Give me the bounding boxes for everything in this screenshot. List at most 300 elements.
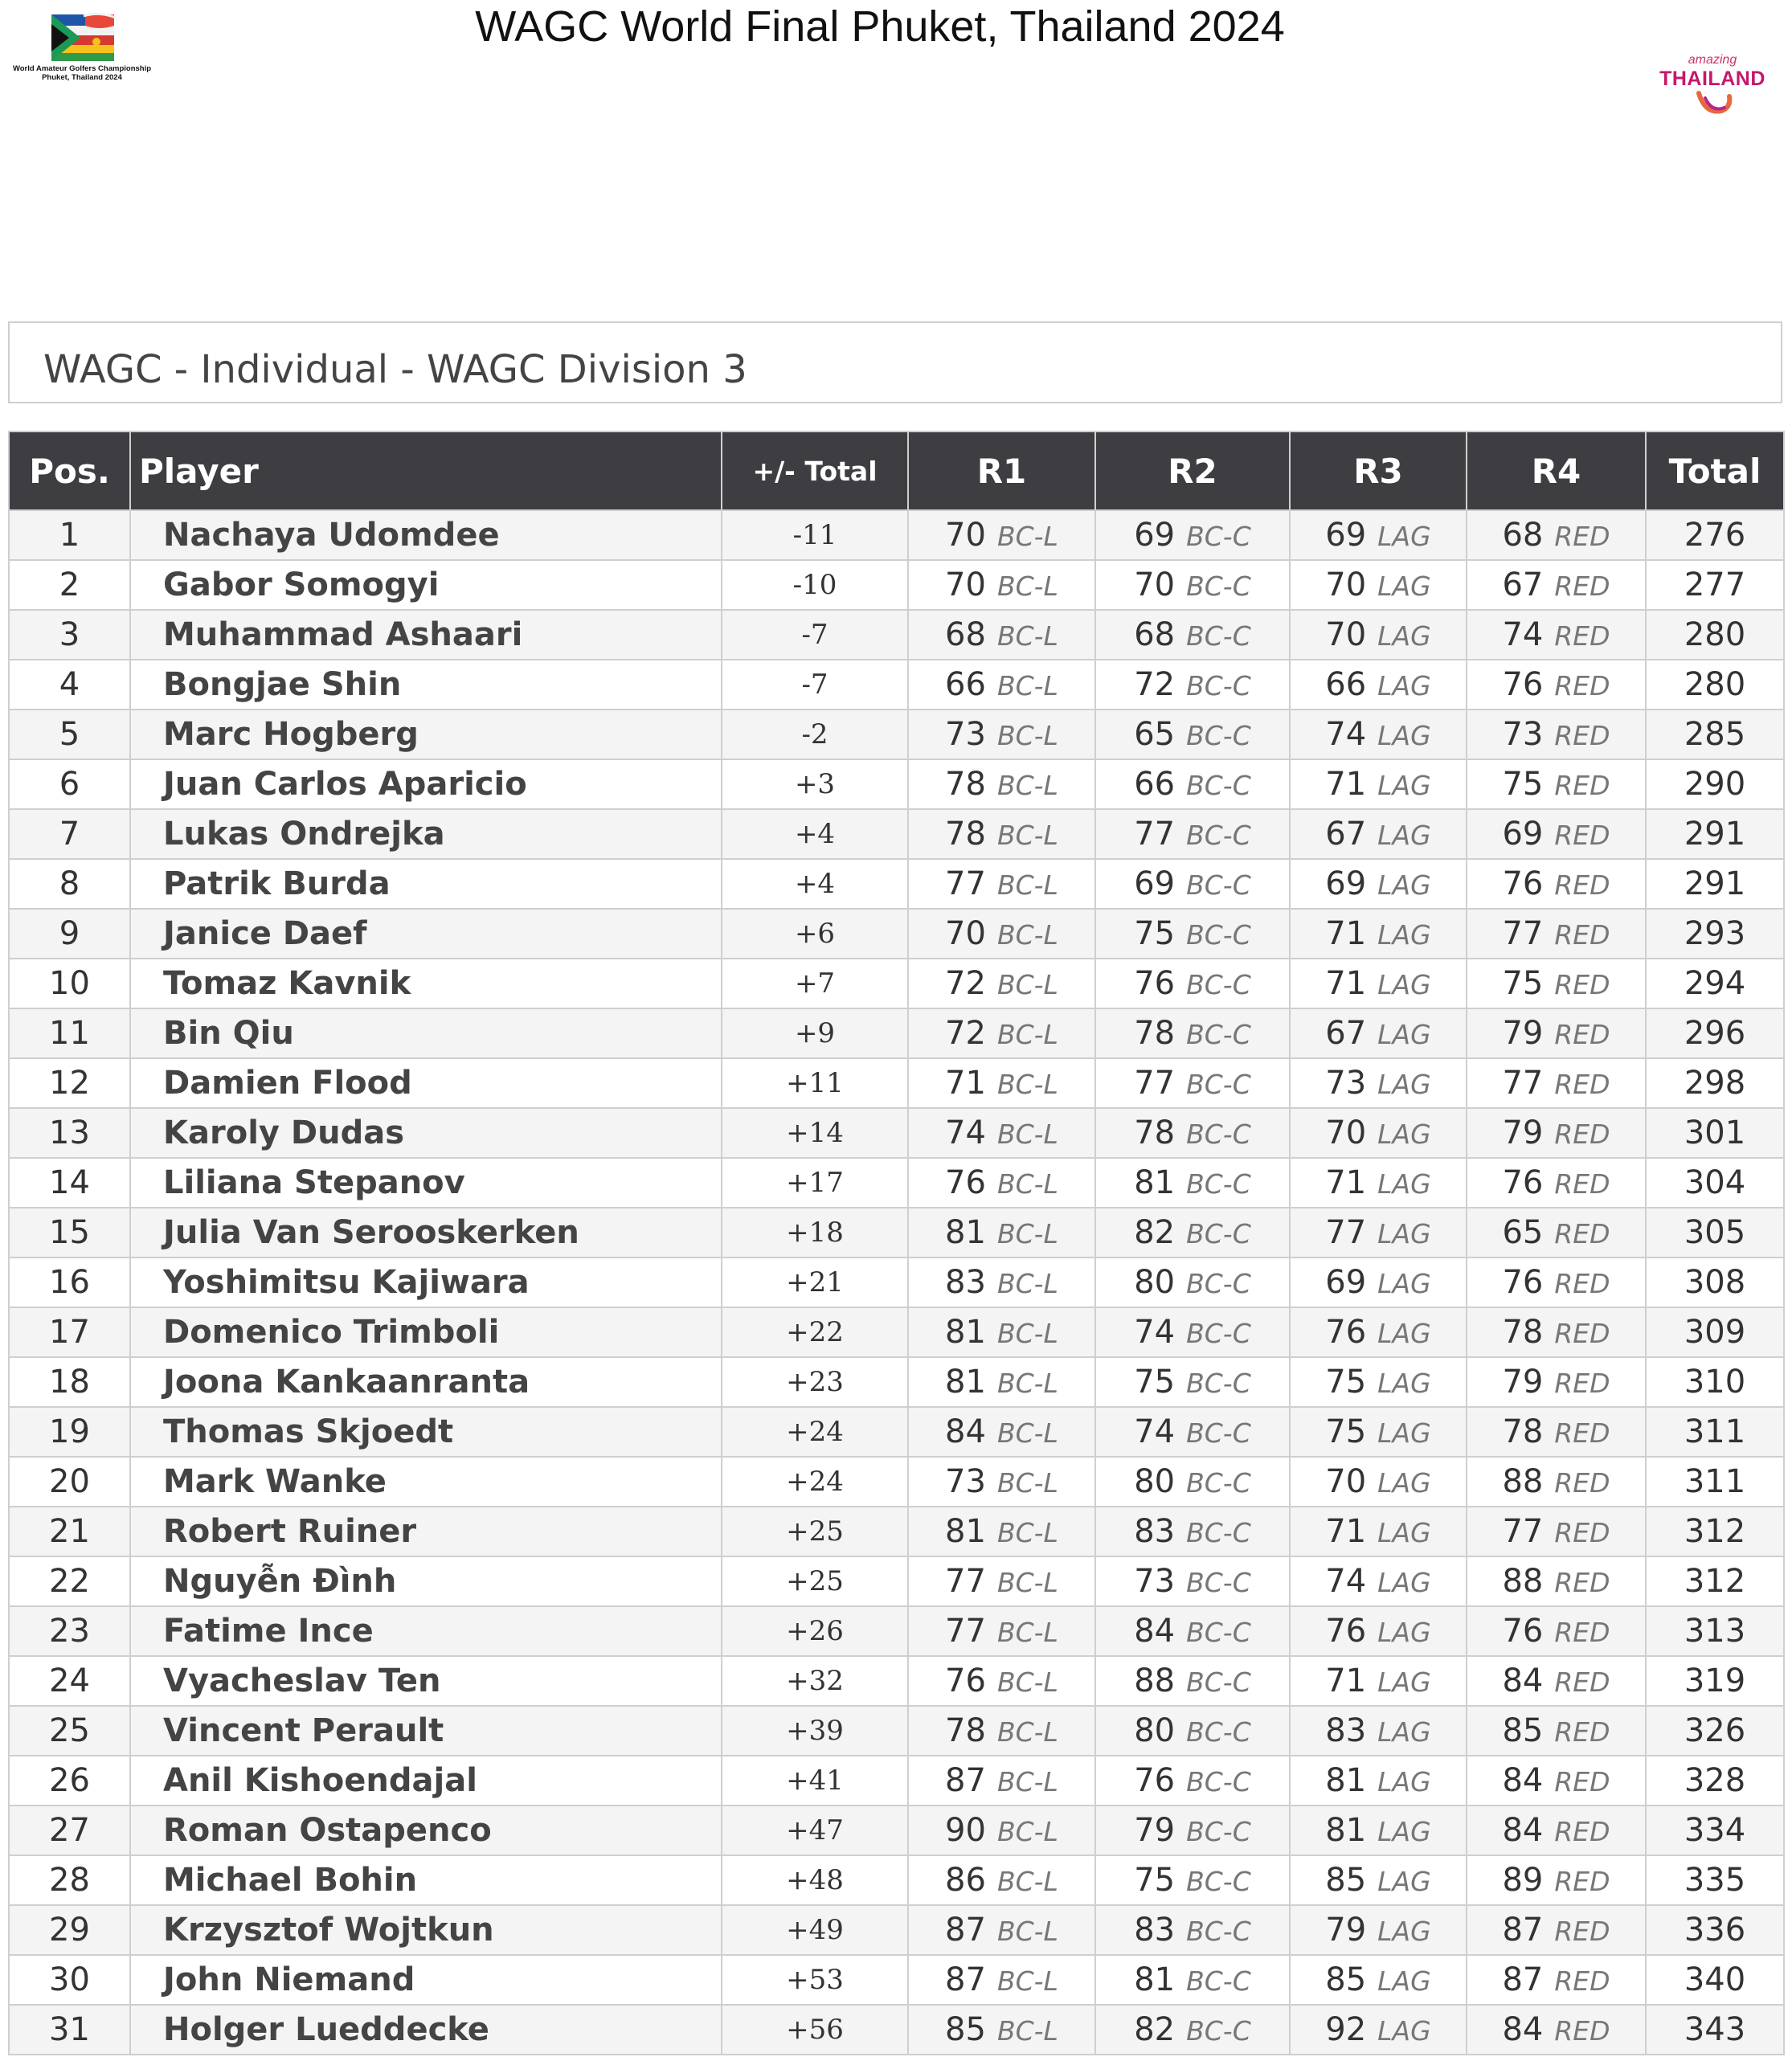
round-4-score: 87 <box>1502 1912 1544 1949</box>
position-cell: 5 <box>9 710 130 759</box>
round-1-course: BC-L <box>996 1368 1058 1399</box>
round-1-course: BC-L <box>996 1866 1058 1897</box>
round-2-cell <box>1095 1307 1290 1357</box>
table-row[interactable] <box>9 1357 1784 1407</box>
player-name-link[interactable]: Nachaya Udomdee <box>130 510 722 560</box>
score-to-par-cell: -7 <box>722 610 908 660</box>
score-to-par-cell: +6 <box>722 909 908 959</box>
round-3-course: LAG <box>1377 1417 1431 1449</box>
player-name-link[interactable]: Patrik Burda <box>130 859 722 909</box>
round-4-cell <box>1467 660 1646 710</box>
round-2-course: BC-C <box>1186 820 1251 851</box>
round-3-cell <box>1290 1556 1467 1606</box>
round-4-cell <box>1467 1307 1646 1357</box>
round-3-score: 77 <box>1325 1214 1367 1251</box>
player-name-link[interactable]: Karoly Dudas <box>130 1108 722 1158</box>
round-3-score: 67 <box>1325 1015 1367 1052</box>
round-4-cell <box>1467 1556 1646 1606</box>
round-2-cell <box>1095 1158 1290 1208</box>
round-2-course: BC-C <box>1186 1318 1251 1349</box>
round-2-course: BC-C <box>1186 670 1251 701</box>
wagc-flag-logo-icon <box>3 6 161 64</box>
total-score-cell: 311 <box>1646 1407 1784 1457</box>
player-name-link[interactable]: Lukas Ondrejka <box>130 809 722 859</box>
table-row[interactable] <box>9 1307 1784 1357</box>
round-4-course: RED <box>1554 620 1610 652</box>
score-to-par-cell: +4 <box>722 809 908 859</box>
player-name-link[interactable]: Fatime Ince <box>130 1606 722 1656</box>
player-name-link[interactable]: Gabor Somogyi <box>130 560 722 610</box>
round-1-course: BC-L <box>996 521 1058 552</box>
total-score-cell: 305 <box>1646 1208 1784 1258</box>
table-row[interactable] <box>9 809 1784 859</box>
round-2-score: 69 <box>1134 865 1176 902</box>
round-3-score: 73 <box>1325 1065 1367 1102</box>
round-4-cell <box>1467 1905 1646 1955</box>
score-to-par-cell: +41 <box>722 1756 908 1805</box>
round-4-score: 89 <box>1502 1862 1544 1899</box>
round-1-score: 85 <box>945 2011 986 2048</box>
round-4-course: RED <box>1554 869 1610 901</box>
round-3-course: LAG <box>1377 570 1431 602</box>
table-row[interactable] <box>9 859 1784 909</box>
round-1-course: BC-L <box>996 1916 1058 1947</box>
round-4-cell <box>1467 560 1646 610</box>
round-3-course: LAG <box>1377 2015 1431 2047</box>
round-3-cell <box>1290 959 1467 1008</box>
round-1-cell <box>908 1307 1095 1357</box>
round-4-score: 76 <box>1502 1613 1544 1650</box>
total-score-cell: 319 <box>1646 1656 1784 1706</box>
total-score-cell: 276 <box>1646 510 1784 560</box>
total-score-cell: 296 <box>1646 1008 1784 1058</box>
table-row[interactable] <box>9 1108 1784 1158</box>
score-to-par-cell: +32 <box>722 1656 908 1706</box>
round-3-cell <box>1290 1855 1467 1905</box>
round-4-course: RED <box>1554 1567 1610 1598</box>
round-3-cell <box>1290 1258 1467 1307</box>
round-3-cell <box>1290 859 1467 909</box>
table-row[interactable] <box>9 610 1784 660</box>
total-score-cell: 334 <box>1646 1805 1784 1855</box>
round-2-score: 79 <box>1134 1812 1176 1849</box>
round-1-cell <box>908 1656 1095 1706</box>
round-1-score: 74 <box>945 1114 986 1151</box>
round-1-course: BC-L <box>996 570 1058 602</box>
round-3-course: LAG <box>1377 1617 1431 1648</box>
player-name-link[interactable]: Juan Carlos Aparicio <box>130 759 722 809</box>
division-heading: WAGC - Individual - WAGC Division 3 <box>43 347 747 392</box>
round-1-course: BC-L <box>996 770 1058 801</box>
table-row[interactable] <box>9 1507 1784 1556</box>
round-4-cell <box>1467 710 1646 759</box>
score-to-par-cell: +39 <box>722 1706 908 1756</box>
round-1-score: 86 <box>945 1862 986 1899</box>
player-name-link[interactable]: Roman Ostapenco <box>130 1805 722 1855</box>
round-1-course: BC-L <box>996 1766 1058 1797</box>
round-2-cell <box>1095 560 1290 610</box>
round-2-score: 77 <box>1134 1065 1176 1102</box>
round-1-cell <box>908 1008 1095 1058</box>
round-2-score: 69 <box>1134 517 1176 554</box>
round-3-course: LAG <box>1377 1168 1431 1200</box>
round-4-course: RED <box>1554 1517 1610 1548</box>
round-1-score: 81 <box>945 1513 986 1550</box>
amazing-thailand-word: THAILAND <box>1659 67 1765 90</box>
round-2-course: BC-C <box>1186 1816 1251 1847</box>
table-row[interactable] <box>9 1258 1784 1307</box>
round-3-course: LAG <box>1377 720 1431 751</box>
round-4-score: 84 <box>1502 2011 1544 2048</box>
player-name-link[interactable]: Marc Hogberg <box>130 710 722 759</box>
player-name-link[interactable]: Anil Kishoendajal <box>130 1756 722 1805</box>
player-name-link[interactable]: Nguyễn Đình <box>130 1556 722 1606</box>
round-4-cell <box>1467 610 1646 660</box>
round-2-score: 83 <box>1134 1513 1176 1550</box>
round-1-cell <box>908 610 1095 660</box>
table-row[interactable] <box>9 959 1784 1008</box>
table-row[interactable] <box>9 909 1784 959</box>
round-1-score: 76 <box>945 1164 986 1201</box>
round-1-score: 77 <box>945 1563 986 1600</box>
header-r2[interactable]: R2 <box>1095 431 1290 510</box>
round-4-score: 65 <box>1502 1214 1544 1251</box>
round-2-score: 72 <box>1134 666 1176 703</box>
player-name-link[interactable]: Thomas Skjoedt <box>130 1407 722 1457</box>
round-1-course: BC-L <box>996 670 1058 701</box>
round-4-score: 68 <box>1502 517 1544 554</box>
table-row[interactable] <box>9 1208 1784 1258</box>
score-to-par-cell: +26 <box>722 1606 908 1656</box>
round-4-course: RED <box>1554 1617 1610 1648</box>
round-2-cell <box>1095 859 1290 909</box>
table-row[interactable] <box>9 759 1784 809</box>
total-score-cell: 326 <box>1646 1706 1784 1756</box>
round-3-course: LAG <box>1377 1766 1431 1797</box>
round-2-cell <box>1095 660 1290 710</box>
round-4-course: RED <box>1554 1965 1610 1997</box>
round-1-score: 68 <box>945 616 986 653</box>
round-3-course: LAG <box>1377 1019 1431 1050</box>
round-4-course: RED <box>1554 1716 1610 1748</box>
round-2-cell <box>1095 1756 1290 1805</box>
amazing-thailand-small-text: amazing <box>1688 53 1737 67</box>
round-1-course: BC-L <box>996 869 1058 901</box>
position-cell: 29 <box>9 1905 130 1955</box>
score-to-par-cell: +9 <box>722 1008 908 1058</box>
round-1-cell <box>908 2005 1095 2055</box>
round-1-score: 72 <box>945 1015 986 1052</box>
round-1-cell <box>908 1905 1095 1955</box>
position-cell: 28 <box>9 1855 130 1905</box>
round-2-course: BC-C <box>1186 1866 1251 1897</box>
score-to-par-cell: -2 <box>722 710 908 759</box>
header-player[interactable]: Player <box>130 431 722 510</box>
round-2-course: BC-C <box>1186 1716 1251 1748</box>
round-1-score: 87 <box>945 1762 986 1799</box>
player-name-link[interactable]: Bin Qiu <box>130 1008 722 1058</box>
round-4-cell <box>1467 2005 1646 2055</box>
round-1-course: BC-L <box>996 1666 1058 1698</box>
total-score-cell: 294 <box>1646 959 1784 1008</box>
round-4-cell <box>1467 859 1646 909</box>
round-1-score: 78 <box>945 816 986 853</box>
round-4-course: RED <box>1554 1417 1610 1449</box>
table-row[interactable] <box>9 1955 1784 2005</box>
round-2-score: 73 <box>1134 1563 1176 1600</box>
round-3-score: 71 <box>1325 766 1367 803</box>
player-name-link[interactable]: Julia Van Serooskerken <box>130 1208 722 1258</box>
player-name-link[interactable]: Michael Bohin <box>130 1855 722 1905</box>
table-row[interactable] <box>9 2005 1784 2055</box>
position-cell: 11 <box>9 1008 130 1058</box>
round-3-score: 70 <box>1325 566 1367 603</box>
player-name-link[interactable]: Tomaz Kavnik <box>130 959 722 1008</box>
round-2-score: 81 <box>1134 1164 1176 1201</box>
table-row[interactable] <box>9 1058 1784 1108</box>
round-2-cell <box>1095 1905 1290 1955</box>
round-2-course: BC-C <box>1186 1168 1251 1200</box>
total-score-cell: 311 <box>1646 1457 1784 1507</box>
position-cell: 24 <box>9 1656 130 1706</box>
round-4-cell <box>1467 1955 1646 2005</box>
table-row[interactable] <box>9 1008 1784 1058</box>
round-4-cell <box>1467 1108 1646 1158</box>
round-4-score: 74 <box>1502 616 1544 653</box>
round-1-cell <box>908 1258 1095 1307</box>
round-4-course: RED <box>1554 670 1610 701</box>
player-name-link[interactable]: Domenico Trimboli <box>130 1307 722 1357</box>
total-score-cell: 293 <box>1646 909 1784 959</box>
round-4-cell <box>1467 1208 1646 1258</box>
round-4-course: RED <box>1554 1118 1610 1150</box>
total-score-cell: 304 <box>1646 1158 1784 1208</box>
total-score-cell: 280 <box>1646 660 1784 710</box>
round-1-course: BC-L <box>996 1318 1058 1349</box>
player-name-link[interactable]: Robert Ruiner <box>130 1507 722 1556</box>
round-1-course: BC-L <box>996 1517 1058 1548</box>
player-name-link[interactable]: Liliana Stepanov <box>130 1158 722 1208</box>
round-4-cell <box>1467 1855 1646 1905</box>
round-2-cell <box>1095 1008 1290 1058</box>
table-row[interactable] <box>9 1457 1784 1507</box>
table-row[interactable] <box>9 1756 1784 1805</box>
table-row[interactable] <box>9 1556 1784 1606</box>
round-1-course: BC-L <box>996 1268 1058 1299</box>
round-3-score: 66 <box>1325 666 1367 703</box>
round-2-course: BC-C <box>1186 1467 1251 1499</box>
round-3-cell <box>1290 610 1467 660</box>
table-row[interactable] <box>9 1805 1784 1855</box>
total-score-cell: 291 <box>1646 859 1784 909</box>
division-panel <box>8 321 1782 403</box>
score-to-par-cell: +18 <box>722 1208 908 1258</box>
round-1-course: BC-L <box>996 720 1058 751</box>
position-cell: 14 <box>9 1158 130 1208</box>
position-cell: 20 <box>9 1457 130 1507</box>
score-to-par-cell: +47 <box>722 1805 908 1855</box>
round-1-cell <box>908 859 1095 909</box>
total-score-cell: 310 <box>1646 1357 1784 1407</box>
wagc-logo <box>3 6 161 87</box>
round-1-cell <box>908 1855 1095 1905</box>
player-name-link[interactable]: Joona Kankaanranta <box>130 1357 722 1407</box>
table-row[interactable] <box>9 560 1784 610</box>
round-3-score: 67 <box>1325 816 1367 853</box>
round-4-course: RED <box>1554 1168 1610 1200</box>
round-2-score: 81 <box>1134 1961 1176 1998</box>
total-score-cell: 301 <box>1646 1108 1784 1158</box>
round-4-cell <box>1467 1008 1646 1058</box>
table-row[interactable] <box>9 710 1784 759</box>
player-name-link[interactable]: Holger Lueddecke <box>130 2005 722 2055</box>
total-score-cell: 308 <box>1646 1258 1784 1307</box>
player-name-link[interactable]: Damien Flood <box>130 1058 722 1108</box>
round-2-cell <box>1095 1407 1290 1457</box>
round-3-course: LAG <box>1377 1866 1431 1897</box>
header-pos[interactable]: Pos. <box>9 431 130 510</box>
round-3-cell <box>1290 1008 1467 1058</box>
round-3-cell <box>1290 1457 1467 1507</box>
round-3-cell <box>1290 1357 1467 1407</box>
round-2-course: BC-C <box>1186 521 1251 552</box>
round-4-course: RED <box>1554 820 1610 851</box>
player-name-link[interactable]: Vyacheslav Ten <box>130 1656 722 1706</box>
round-3-cell <box>1290 1208 1467 1258</box>
round-4-cell <box>1467 510 1646 560</box>
round-4-score: 88 <box>1502 1463 1544 1500</box>
table-row[interactable] <box>9 1656 1784 1706</box>
round-2-course: BC-C <box>1186 720 1251 751</box>
header-total[interactable]: Total <box>1646 431 1784 510</box>
round-3-course: LAG <box>1377 1517 1431 1548</box>
player-name-link[interactable]: Mark Wanke <box>130 1457 722 1507</box>
round-1-course: BC-L <box>996 969 1058 1000</box>
player-name-link[interactable]: Janice Daef <box>130 909 722 959</box>
position-cell: 7 <box>9 809 130 859</box>
round-4-score: 88 <box>1502 1563 1544 1600</box>
table-row[interactable] <box>9 510 1784 560</box>
round-2-course: BC-C <box>1186 1766 1251 1797</box>
round-2-course: BC-C <box>1186 1268 1251 1299</box>
round-2-score: 74 <box>1134 1413 1176 1450</box>
score-to-par-cell: -11 <box>722 510 908 560</box>
round-2-cell <box>1095 1108 1290 1158</box>
table-row[interactable] <box>9 660 1784 710</box>
round-4-cell <box>1467 1258 1646 1307</box>
header-r4[interactable]: R4 <box>1467 431 1646 510</box>
round-4-score: 73 <box>1502 716 1544 753</box>
score-to-par-cell: +11 <box>722 1058 908 1108</box>
table-row[interactable] <box>9 1407 1784 1457</box>
round-1-course: BC-L <box>996 620 1058 652</box>
player-name-link[interactable]: Muhammad Ashaari <box>130 610 722 660</box>
round-4-course: RED <box>1554 1866 1610 1897</box>
round-3-score: 69 <box>1325 865 1367 902</box>
table-row[interactable] <box>9 1606 1784 1656</box>
round-4-score: 77 <box>1502 915 1544 952</box>
round-3-course: LAG <box>1377 670 1431 701</box>
page-title: WAGC World Final Phuket, Thailand 2024 <box>475 2 1285 51</box>
round-1-cell <box>908 1756 1095 1805</box>
amazing-thailand-logo <box>1652 53 1773 125</box>
round-1-score: 72 <box>945 965 986 1002</box>
round-1-course: BC-L <box>996 1118 1058 1150</box>
round-1-cell <box>908 759 1095 809</box>
table-row[interactable] <box>9 1706 1784 1756</box>
round-3-course: LAG <box>1377 1318 1431 1349</box>
player-name-link[interactable]: Yoshimitsu Kajiwara <box>130 1258 722 1307</box>
round-2-score: 76 <box>1134 965 1176 1002</box>
round-2-cell <box>1095 1955 1290 2005</box>
round-1-cell <box>908 809 1095 859</box>
position-cell: 13 <box>9 1108 130 1158</box>
table-row[interactable] <box>9 1158 1784 1208</box>
round-2-score: 65 <box>1134 716 1176 753</box>
player-name-link[interactable]: John Niemand <box>130 1955 722 2005</box>
round-4-cell <box>1467 1606 1646 1656</box>
round-3-score: 76 <box>1325 1613 1367 1650</box>
round-1-course: BC-L <box>996 1168 1058 1200</box>
round-2-score: 78 <box>1134 1114 1176 1151</box>
round-4-course: RED <box>1554 969 1610 1000</box>
round-4-course: RED <box>1554 1816 1610 1847</box>
round-1-score: 81 <box>945 1214 986 1251</box>
round-1-cell <box>908 1208 1095 1258</box>
round-3-cell <box>1290 510 1467 560</box>
round-4-cell <box>1467 1706 1646 1756</box>
table-row[interactable] <box>9 1855 1784 1905</box>
round-2-score: 84 <box>1134 1613 1176 1650</box>
total-score-cell: 290 <box>1646 759 1784 809</box>
round-4-score: 76 <box>1502 1164 1544 1201</box>
table-row[interactable] <box>9 1905 1784 1955</box>
round-3-course: LAG <box>1377 1069 1431 1100</box>
player-name-link[interactable]: Krzysztof Wojtkun <box>130 1905 722 1955</box>
round-2-course: BC-C <box>1186 1666 1251 1698</box>
player-name-link[interactable]: Bongjae Shin <box>130 660 722 710</box>
total-score-cell: 298 <box>1646 1058 1784 1108</box>
round-1-cell <box>908 510 1095 560</box>
round-3-score: 69 <box>1325 517 1367 554</box>
score-to-par-cell: +4 <box>722 859 908 909</box>
player-name-link[interactable]: Vincent Perault <box>130 1706 722 1756</box>
position-cell: 16 <box>9 1258 130 1307</box>
round-2-course: BC-C <box>1186 1019 1251 1050</box>
round-4-score: 87 <box>1502 1961 1544 1998</box>
round-2-score: 68 <box>1134 616 1176 653</box>
round-3-cell <box>1290 809 1467 859</box>
position-cell: 3 <box>9 610 130 660</box>
score-to-par-cell: +56 <box>722 2005 908 2055</box>
header-r1[interactable]: R1 <box>908 431 1095 510</box>
round-4-course: RED <box>1554 1218 1610 1249</box>
round-3-cell <box>1290 710 1467 759</box>
score-to-par-cell: +14 <box>722 1108 908 1158</box>
round-4-course: RED <box>1554 919 1610 951</box>
round-3-cell <box>1290 660 1467 710</box>
total-score-cell: 336 <box>1646 1905 1784 1955</box>
round-1-score: 77 <box>945 1613 986 1650</box>
header-total-diff[interactable]: +/- Total <box>722 431 908 510</box>
round-1-course: BC-L <box>996 1467 1058 1499</box>
round-2-score: 76 <box>1134 1762 1176 1799</box>
position-cell: 19 <box>9 1407 130 1457</box>
round-1-cell <box>908 1606 1095 1656</box>
header-r3[interactable]: R3 <box>1290 431 1467 510</box>
round-1-cell <box>908 909 1095 959</box>
round-2-course: BC-C <box>1186 570 1251 602</box>
